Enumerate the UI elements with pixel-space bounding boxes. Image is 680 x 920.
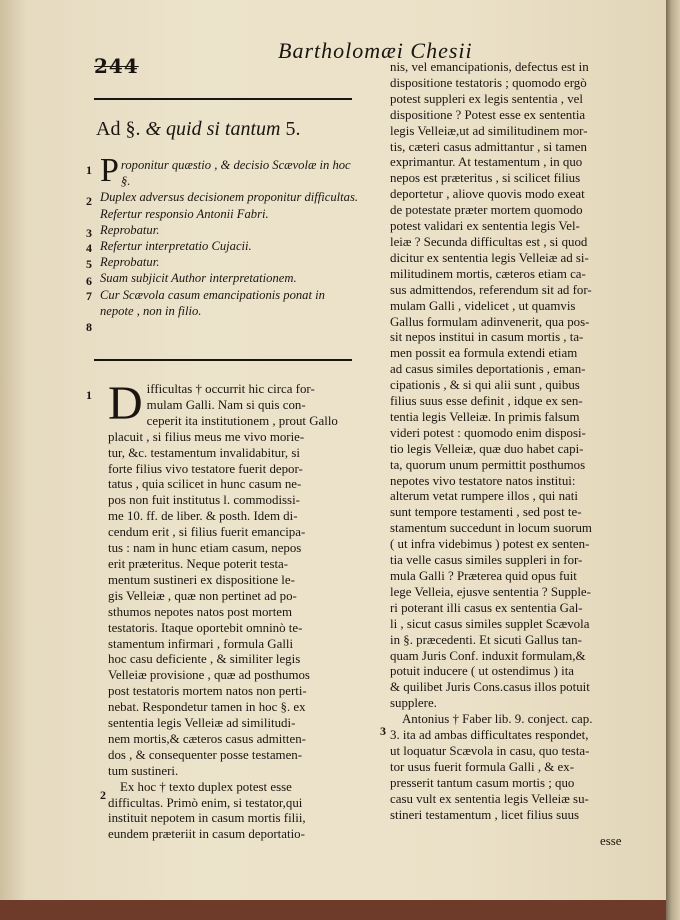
summary-item-number: 6	[86, 274, 92, 288]
text-line: nepos est præteritus , si scilicet filius	[390, 171, 581, 186]
text-line: ri poterant illi casus ex sententia Gal-	[390, 600, 583, 615]
text-line: ceperit ita institutionem , prout Gallo	[146, 413, 338, 428]
text-line: leiæ ? Secunda difficultas est , si quod	[390, 234, 588, 249]
summary-item: Reprobatur.	[100, 222, 160, 237]
text-line: deportetur , aliove quovis modo exeat	[390, 187, 585, 202]
text-line: stamentum succedunt in locum suorum	[390, 521, 592, 536]
summary-item: Proponitur quæstio , & decisio Scævolæ in hoc §.	[100, 152, 351, 189]
text-line: tia velle casus similes suppleri in for-	[390, 553, 583, 568]
text-line: tor usus fuerit formula Galli , & ex-	[390, 759, 575, 774]
summary-item: Cur Scævola casum emancipationis ponat in nepote , non in filio.	[100, 287, 325, 318]
left-column-text	[108, 377, 360, 843]
text-line: ( ut infra videbimus ) potest ex senten-	[390, 537, 590, 552]
text-line: cipationis , & si qui alii sunt , quibus	[390, 378, 580, 393]
text-line: Gallus formulam adinvenerit, qua pos-	[390, 314, 590, 329]
text-line: mula Galli ? Præterea quid opus fuit	[390, 569, 577, 583]
text-line: sententia legis Velleiæ ad similitudi-	[108, 716, 296, 731]
text-line: testatoris. Itaque oportebit omninò te-	[108, 620, 303, 635]
text-line: dos , & consequenter posse testamen-	[108, 747, 303, 762]
text-line: forte filius vivo testatore fuerit depor-	[108, 461, 303, 476]
header-rule	[94, 98, 352, 100]
text-line: post testatoris mortem natos non perti-	[108, 684, 307, 699]
text-line: filius suus esse definit , idque ex sen-	[390, 394, 583, 409]
text-line: instituit nepotem in casum mortis filii,	[108, 811, 306, 826]
text-line: ad casus similes deportationis , eman-	[390, 362, 586, 377]
text-line: nis, vel emancipationis, defectus est in	[390, 60, 589, 74]
summary-item: Duplex adversus decisionem proponitur difficultas.	[100, 190, 359, 205]
text-line: potest validari ex sententia legis Vel-	[390, 219, 580, 234]
text-line: tentia legis Velleiæ. In primis falsum	[390, 409, 580, 424]
text-line: tis, cæteri casus admittantur , si tamen	[390, 139, 587, 154]
text-line: nebat. Respondetur tamen in hoc §. ex	[108, 700, 306, 715]
text-line: militudinem mortis, cæteros etiam ca-	[390, 266, 586, 281]
text-line: ta, quorum unum permittit posthumos	[390, 457, 586, 472]
text-line: tatus , quia scilicet in hunc casum ne-	[108, 477, 302, 492]
text-line: presserit tantum casum mortis ; quo	[390, 775, 575, 790]
text-line: dispositione testatoris ; quomodo ergò	[390, 75, 587, 90]
text-line: cendum erit , si filius fuerit emancipa-	[108, 525, 306, 540]
summary-item: Refertur interpretatio Cujacii.	[100, 239, 252, 254]
summary-item-number: 2	[86, 194, 92, 208]
summary-item-number: 7	[86, 289, 92, 303]
text-line: men possit ea formula extendi etiam	[390, 346, 578, 361]
page-number: 244	[94, 54, 139, 78]
text-line: me 10. ff. de liber. & posth. Idem di-	[108, 509, 298, 524]
facing-page-edge	[666, 0, 680, 920]
text-line: videri potest : quomodo enim disposi-	[390, 425, 586, 440]
text-line: Antonius † Faber lib. 9. conject. cap.	[402, 712, 593, 727]
summary-item-number: 4	[86, 241, 92, 255]
running-head: Bartholomæi Chesii	[278, 38, 473, 63]
text-line: sthumos nepotes natos post mortem	[108, 604, 293, 619]
text-line: placuit , si filius meus me vivo morie-	[108, 429, 305, 444]
text-line: potest suppleri ex legis sententia , vel	[390, 91, 583, 106]
summary-item-number: 1	[86, 163, 92, 177]
marginal-number-3: 3	[380, 724, 386, 738]
text-line: dispositione ? Potest esse ex sententia	[390, 107, 586, 122]
text-line: supplere.	[390, 696, 437, 711]
text-line: potuit inducere ( ut ostendimus ) ita	[390, 664, 575, 679]
section-title-suffix: 5.	[285, 118, 301, 140]
drop-cap: D	[108, 377, 143, 430]
text-line: hoc casu deficiente , & similiter legis	[108, 652, 301, 667]
summary-item-number: 5	[86, 257, 92, 271]
text-line: Ex hoc † texto duplex potest esse	[120, 779, 292, 794]
summary-item-number: 8	[86, 320, 92, 334]
text-line: in §. præcedenti. Et sicuti Gallus tan-	[390, 632, 582, 647]
text-line: lege Velleia, ejusve sententia ? Supple-	[390, 584, 591, 599]
summary-list	[100, 152, 360, 319]
text-line: ifficultas † occurrit hic circa for-	[146, 382, 315, 396]
text-line: sunt tempore testamenti , sed post te-	[390, 505, 582, 520]
summary-item: Suam subjicit Author interpretationem.	[100, 271, 297, 286]
text-line: nem mortis,& cæteros casus admitten-	[108, 731, 306, 746]
text-line: de potestate præter mortem quomodo	[390, 203, 583, 218]
text-line: eundem præteriit in casum deportatio-	[108, 827, 305, 842]
summary-rule	[94, 359, 352, 361]
text-line: sit nepos institui in casum mortis , ta-	[390, 330, 584, 345]
text-line: mulam Galli. Nam si quis con-	[146, 397, 306, 412]
section-title-prefix: Ad §.	[96, 118, 141, 140]
text-line: exprimantur. At testamentum , in quo	[390, 155, 583, 170]
page-bottom-edge	[0, 900, 666, 920]
text-line: mulam Galli , videlicet , ut quamvis	[390, 298, 576, 313]
text-line: ut loquatur Scævola in casu, quo testa-	[390, 743, 590, 758]
text-line: tur, &c. testamentum invalidabitur, si	[108, 445, 300, 460]
text-line: mentum sustineri ex dispositione le-	[108, 572, 295, 587]
section-title	[96, 118, 300, 141]
text-line: 3. ita ad ambas difficultates respondet,	[390, 728, 589, 743]
summary-item: Reprobatur.	[100, 255, 160, 270]
text-line: sus admittendos, referendum sit ad for-	[390, 282, 592, 297]
marginal-number-1: 1	[86, 388, 92, 402]
text-line: casu vult ex sententia legis Velleiæ su-	[390, 791, 589, 806]
text-line: li , sicut casus similes supplet Scævola	[390, 616, 590, 631]
marginal-number-2: 2	[100, 788, 106, 802]
text-line: dicitur ex sententia legis Velleiæ ad si-	[390, 250, 589, 265]
text-line: erit præteritus. Neque poterit testa-	[108, 556, 289, 571]
section-title-italic: & quid si tantum	[145, 118, 281, 140]
text-line: gis Velleiæ , quæ non pertinet ad po-	[108, 588, 297, 603]
text-line: difficultas. Primò enim, si testator,qui	[108, 795, 303, 810]
text-line: tio legis Velleiæ, quæ duo habet capi-	[390, 441, 584, 456]
text-line: tus : nam in hunc etiam casum, nepos	[108, 541, 302, 556]
text-line: nepotes vivo testatore natos institui:	[390, 473, 576, 488]
summary-item-number: 3	[86, 226, 92, 240]
right-column-text	[390, 60, 636, 824]
text-line: tum sustineri.	[108, 763, 179, 778]
text-line: stineri testamentum , licet filius suus	[390, 807, 580, 822]
text-line: alterum vetat rumpere illos , qui nati	[390, 489, 578, 504]
text-line: & quilibet Juris Cons.casus illos potuit	[390, 680, 590, 695]
catchword: esse	[600, 834, 622, 848]
text-line: legis Velleiæ,ut ad similitudinem mor-	[390, 123, 588, 138]
summary-item: Refertur responsio Antonii Fabri.	[100, 206, 269, 221]
text-line: pos non fuit institutus l. commodissi-	[108, 493, 300, 508]
text-line: Velleiæ provisione , quæ ad posthumos	[108, 668, 310, 683]
text-line: quam Juris Conf. induxit formulam,&	[390, 648, 586, 663]
text-line: stamentum infirmari , formula Galli	[108, 636, 294, 651]
